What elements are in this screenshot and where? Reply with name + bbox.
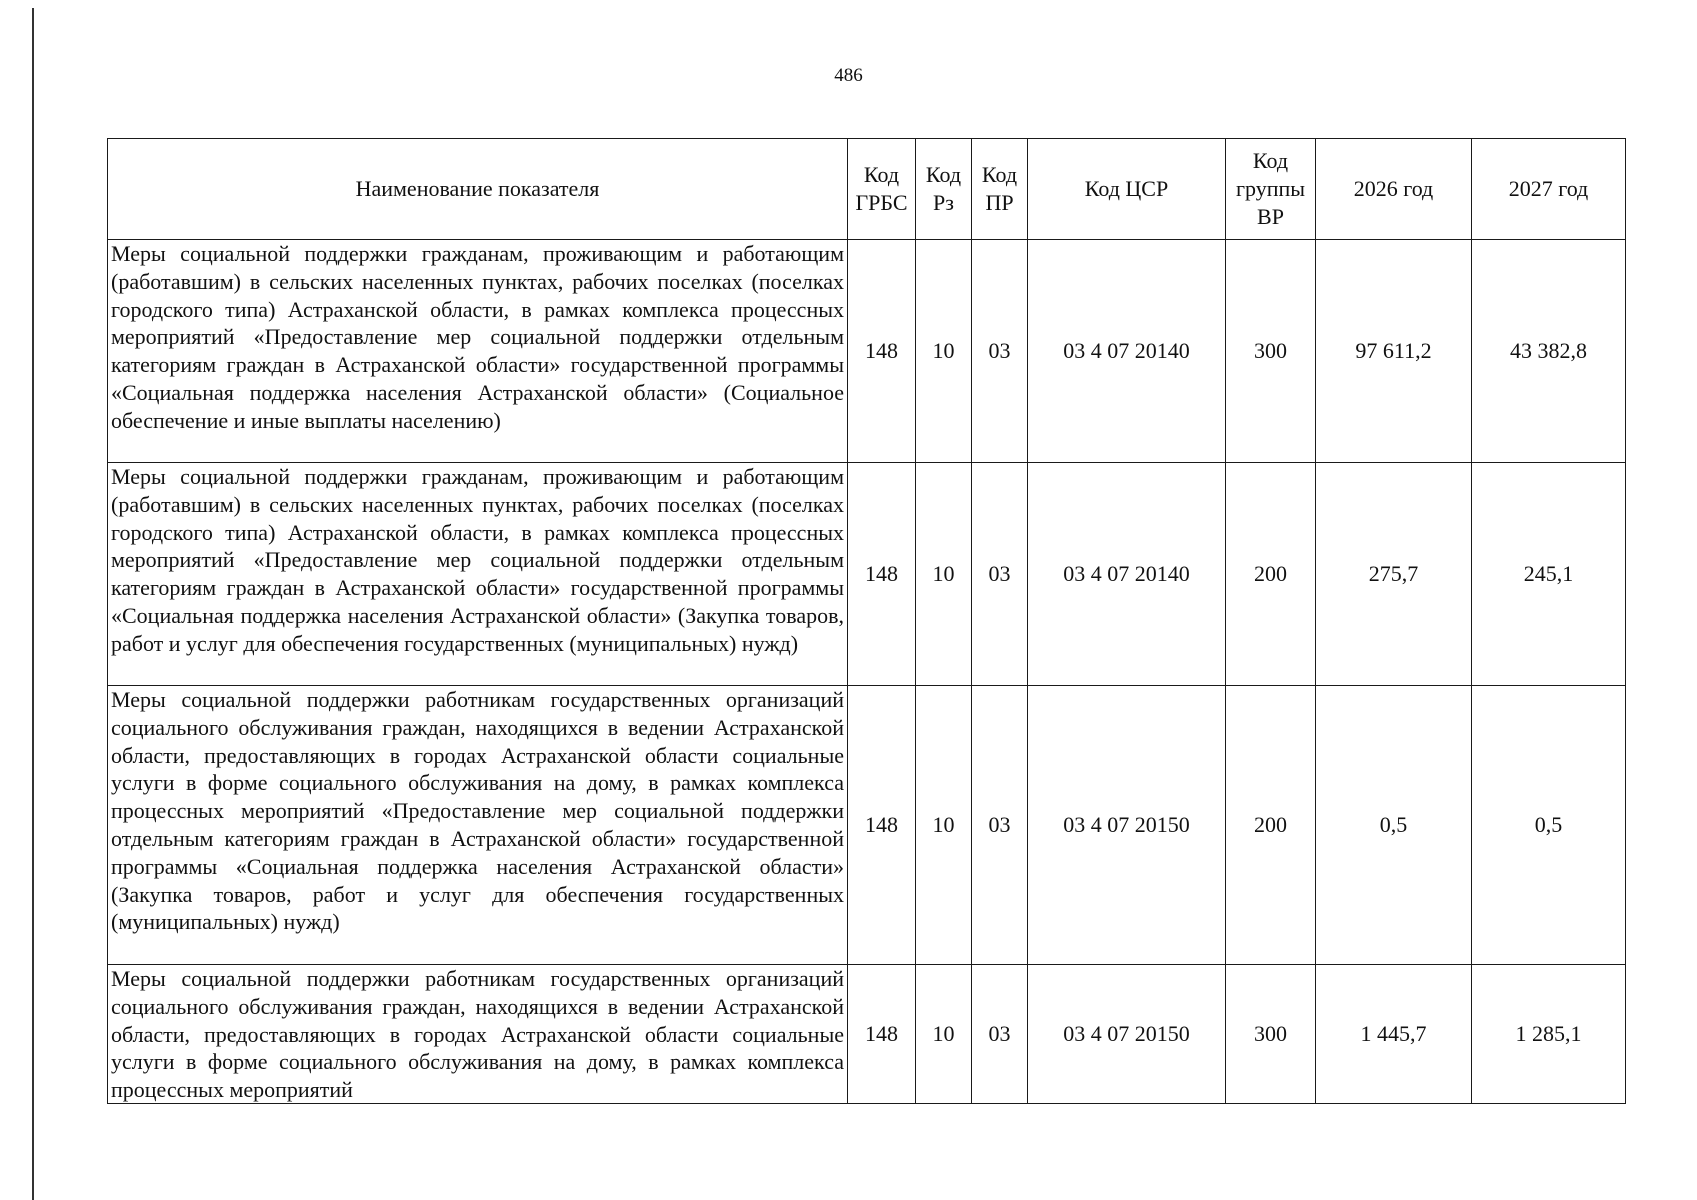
cell-name: Меры социальной поддержки гражданам, проживающим и работающим (работавшим) в сельских населенных пунктах, рабочих поселках (поселках городского типа) Астраханской области, в рамках комплекса процессных мероприятий «Предоставление мер социальной поддержки отдельным категориям граждан в Астраханской области» государственной программы «Социальная поддержка населения Астраханской области» (Закупка товаров, работ и услуг для обеспечения государственных (муниципальных) нужд) (108, 463, 848, 686)
cell-grbs: 148 (848, 240, 916, 463)
cell-pr: 03 (972, 240, 1028, 463)
cell-2027: 0,5 (1472, 686, 1626, 965)
cell-csr: 03 4 07 20140 (1028, 463, 1226, 686)
cell-pr: 03 (972, 463, 1028, 686)
page-number: 486 (834, 65, 863, 86)
cell-name: Меры социальной поддержки работникам государственных организаций социального обслуживания граждан, находящихся в ведении Астраханской области, предоставляющих в городах Астраханской области социальные услуги в форме социального обслуживания на дому, в рамках комплекса процессных мероприятий «Предоставление мер социальной поддержки отдельным категориям граждан в Астраханской области» государственной программы «Социальная поддержка населения Астраханской области» (Закупка товаров, работ и услуг для обеспечения государственных (муниципальных) нужд) (108, 686, 848, 965)
cell-name-text: Меры социальной поддержки работникам государственных организаций социального обслуживания граждан, находящихся в ведении Астраханской области, предоставляющих в городах Астраханской области социальные услуги в форме социального обслуживания на дому, в рамках комплекса процессных мероприятий (111, 966, 844, 1103)
budget-table (107, 138, 1626, 1104)
header-vr: Код группы ВР (1226, 139, 1316, 240)
header-rz: Код Рз (916, 139, 972, 240)
cell-name: Меры социальной поддержки гражданам, проживающим и работающим (работавшим) в сельских населенных пунктах, рабочих поселках (поселках городского типа) Астраханской области, в рамках комплекса процессных мероприятий «Предоставление мер социальной поддержки отдельным категориям граждан в Астраханской области» государственной программы «Социальная поддержка населения Астраханской области» (Социальное обеспечение и иные выплаты населению) (108, 240, 848, 463)
cell-2027: 43 382,8 (1472, 240, 1626, 463)
cell-grbs: 148 (848, 686, 916, 965)
cell-vr: 300 (1226, 965, 1316, 1104)
table-row (108, 686, 1626, 965)
cell-rz: 10 (916, 686, 972, 965)
cell-2026: 1 445,7 (1316, 965, 1472, 1104)
table-row (108, 240, 1626, 463)
header-grbs: Код ГРБС (848, 139, 916, 240)
cell-grbs: 148 (848, 463, 916, 686)
cell-2027: 245,1 (1472, 463, 1626, 686)
cell-vr: 200 (1226, 463, 1316, 686)
header-pr: Код ПР (972, 139, 1028, 240)
cell-pr: 03 (972, 686, 1028, 965)
cell-csr: 03 4 07 20150 (1028, 965, 1226, 1104)
cell-2026: 0,5 (1316, 686, 1472, 965)
table-row (108, 463, 1626, 686)
header-2026: 2026 год (1316, 139, 1472, 240)
cell-2026: 97 611,2 (1316, 240, 1472, 463)
cell-csr: 03 4 07 20140 (1028, 240, 1226, 463)
header-2027: 2027 год (1472, 139, 1626, 240)
table-header-row (108, 139, 1626, 240)
cell-vr: 200 (1226, 686, 1316, 965)
header-csr: Код ЦСР (1028, 139, 1226, 240)
cell-rz: 10 (916, 463, 972, 686)
cell-pr: 03 (972, 965, 1028, 1104)
cell-rz: 10 (916, 240, 972, 463)
cell-name (108, 965, 848, 1104)
cell-rz: 10 (916, 965, 972, 1104)
table-row (108, 965, 1626, 1104)
cell-grbs: 148 (848, 965, 916, 1104)
cell-2026: 275,7 (1316, 463, 1472, 686)
header-name: Наименование показателя (108, 139, 848, 240)
cell-vr: 300 (1226, 240, 1316, 463)
cell-csr: 03 4 07 20150 (1028, 686, 1226, 965)
cell-2027: 1 285,1 (1472, 965, 1626, 1104)
page-binding-line (32, 8, 34, 1200)
